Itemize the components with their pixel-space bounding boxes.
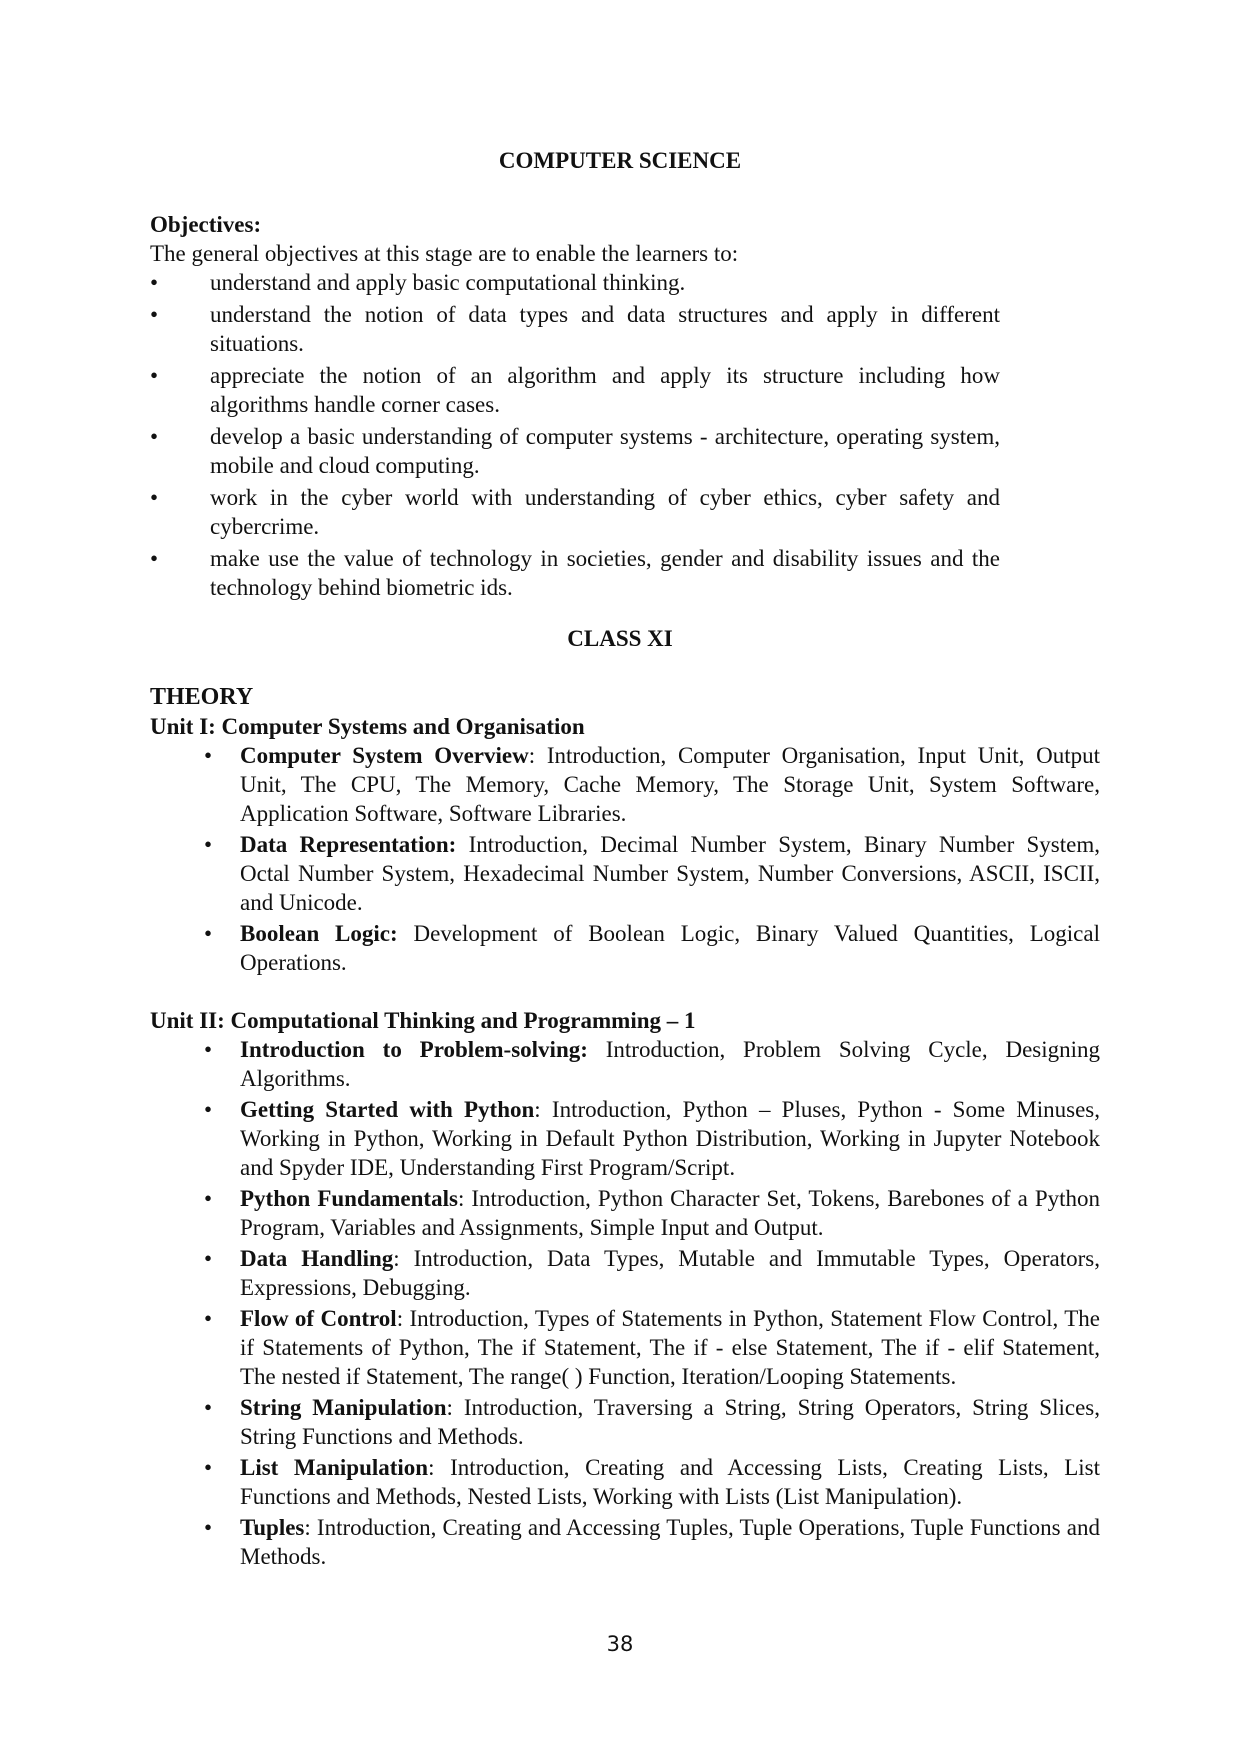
topic-term: Flow of Control — [240, 1306, 397, 1331]
objective-text: work in the cyber world with understanding of cyber ethics, cyber safety and cybercrime. — [210, 485, 1000, 539]
bullet-icon: • — [204, 743, 213, 768]
objective-item — [150, 361, 1000, 419]
objective-item — [150, 300, 1000, 358]
class-title: CLASS XI — [567, 626, 673, 651]
topic-term: Data Representation: — [240, 832, 457, 857]
topic-separator: : — [396, 1306, 410, 1331]
unit-section — [150, 712, 1100, 977]
topic-separator: : — [534, 1097, 552, 1122]
topic-text: Introduction, Python – Pluses, Python - Some Minuses, Working in Python, Working in Default Python Distribution, Working in Jupyter Notebook and Spyder IDE, Understanding First Program/Script. — [240, 1097, 1100, 1180]
objective-item — [150, 268, 1000, 297]
topic-item — [204, 1453, 1101, 1511]
topic-item — [204, 1393, 1100, 1451]
bullet-icon: • — [204, 1186, 213, 1211]
topic-separator: : — [428, 1455, 451, 1480]
document-title: COMPUTER SCIENCE — [498, 148, 742, 173]
bullet-icon: • — [204, 1395, 213, 1420]
topic-term: Boolean Logic: — [240, 921, 398, 946]
objectives-list — [150, 268, 1000, 602]
unit-heading: Unit II: Computational Thinking and Programming – 1 — [150, 1008, 696, 1033]
theory-heading: THEORY — [150, 684, 254, 710]
topic-text: Introduction, Problem Solving Cycle, Designing Algorithms. — [240, 1037, 1101, 1091]
topic-term: List Manipulation — [240, 1455, 429, 1480]
bullet-icon: • — [204, 1455, 213, 1480]
topic-text: Development of Boolean Logic, Binary Valued Quantities, Logical Operations. — [240, 921, 1100, 975]
topic-separator — [588, 1037, 606, 1062]
topic-item — [204, 1095, 1100, 1182]
topic-item — [204, 919, 1100, 977]
bullet-icon: • — [204, 1097, 213, 1122]
topic-term: Introduction to Problem-solving: — [240, 1037, 588, 1062]
objectives-heading: Objectives: — [150, 212, 262, 237]
objectives-section — [150, 210, 1000, 605]
topic-separator: : — [304, 1515, 317, 1540]
topic-item — [204, 1184, 1101, 1242]
objective-text: make use the value of technology in societies, gender and disability issues and the technology behind biometric ids. — [210, 546, 1000, 600]
bullet-icon: • — [150, 302, 159, 327]
topic-separator: : — [446, 1395, 464, 1420]
topic-text: Introduction, Types of Statements in Python, Statement Flow Control, The if Statements of Python, The if Statement, The if - else Statement, The if - elif Statement, The nested if Statement, The range( ) Function, Iteration/Looping Statements. — [240, 1306, 1101, 1389]
bullet-icon: • — [204, 1515, 213, 1540]
bullet-icon: • — [150, 424, 159, 449]
objective-text: develop a basic understanding of computer systems - architecture, operating system, mobile and cloud computing. — [210, 424, 1000, 478]
topic-item — [204, 741, 1100, 828]
topic-item — [204, 1513, 1100, 1571]
objective-text: appreciate the notion of an algorithm and apply its structure including how algorithms handle corner cases. — [210, 363, 1000, 417]
topic-term: Tuples — [240, 1515, 305, 1540]
topic-separator — [456, 832, 468, 857]
topic-separator — [398, 921, 414, 946]
topic-text: Introduction, Creating and Accessing Lists, Creating Lists, List Functions and Methods, Nested Lists, Working with Lists (List Manipulation). — [240, 1455, 1101, 1509]
topic-text: Introduction, Computer Organisation, Input Unit, Output Unit, The CPU, The Memory, Cache Memory, The Storage Unit, System Software, Application Software, Software Libraries. — [240, 743, 1100, 826]
topic-term: Python Fundamentals — [240, 1186, 458, 1211]
objective-text: understand the notion of data types and data structures and apply in different situations. — [210, 302, 1000, 356]
objective-item — [150, 422, 1000, 480]
topic-item — [204, 1035, 1101, 1093]
bullet-icon: • — [150, 485, 159, 510]
topic-term: Data Handling — [240, 1246, 394, 1271]
objective-item — [150, 544, 1000, 602]
bullet-icon: • — [150, 546, 159, 571]
topic-separator: : — [457, 1186, 472, 1211]
topic-text: Introduction, Decimal Number System, Binary Number System, Octal Number System, Hexadecimal Number System, Number Conversions, ASCII, ISCII, and Unicode. — [240, 832, 1101, 915]
topic-term: Computer System Overview — [240, 743, 529, 768]
topic-text: Introduction, Traversing a String, String Operators, String Slices, String Functions and Methods. — [240, 1395, 1100, 1449]
topic-separator: : — [393, 1246, 414, 1271]
topic-item — [204, 1304, 1101, 1391]
bullet-icon: • — [204, 1037, 213, 1062]
bullet-icon: • — [204, 832, 213, 857]
unit-section — [150, 1006, 1100, 1571]
topic-text: Introduction, Creating and Accessing Tuples, Tuple Operations, Tuple Functions and Methods. — [240, 1515, 1100, 1569]
objective-item — [150, 483, 1000, 541]
topic-text: Introduction, Python Character Set, Tokens, Barebones of a Python Program, Variables and Assignments, Simple Input and Output. — [240, 1186, 1101, 1240]
theory-section — [150, 683, 1100, 1573]
bullet-icon: • — [204, 1246, 213, 1271]
page-number: 38 — [606, 1632, 634, 1656]
bullet-icon: • — [204, 921, 213, 946]
objective-text: understand and apply basic computational thinking. — [210, 270, 686, 295]
topic-item — [204, 1244, 1101, 1302]
unit-heading: Unit I: Computer Systems and Organisation — [150, 714, 585, 739]
topic-text: Introduction, Data Types, Mutable and Immutable Types, Operators, Expressions, Debugging. — [240, 1246, 1101, 1300]
unit-topic-list — [150, 1035, 1100, 1571]
unit-topic-list — [150, 741, 1100, 977]
topic-item — [204, 830, 1101, 917]
bullet-icon: • — [150, 363, 159, 388]
topic-term: String Manipulation — [240, 1395, 447, 1420]
objectives-intro: The general objectives at this stage are to enable the learners to: — [150, 241, 739, 266]
bullet-icon: • — [204, 1306, 213, 1331]
topic-separator: : — [528, 743, 547, 768]
bullet-icon: • — [150, 270, 159, 295]
topic-term: Getting Started with Python — [240, 1097, 535, 1122]
